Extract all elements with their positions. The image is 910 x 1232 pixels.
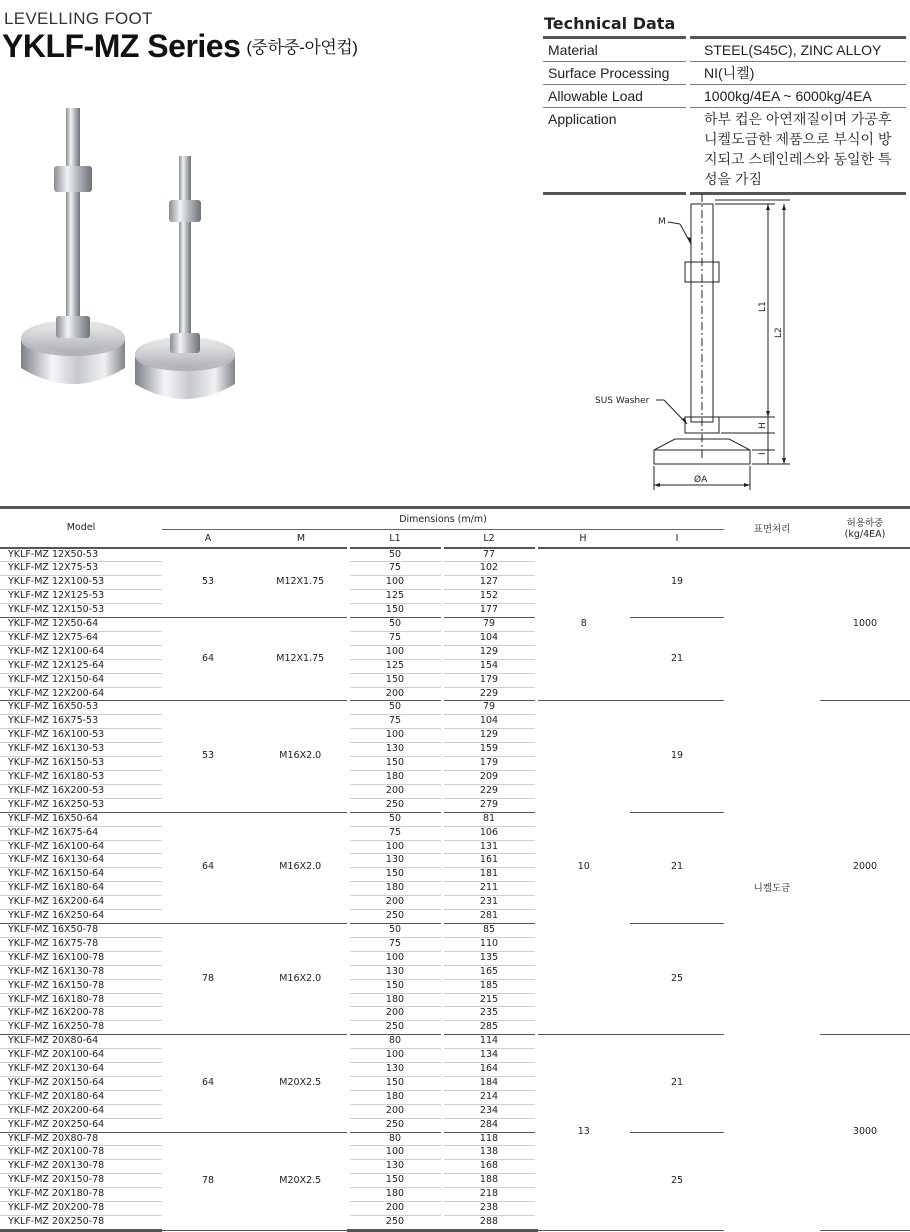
model-cell: YKLF-MZ 20X100-78 xyxy=(0,1146,162,1160)
model-cell: YKLF-MZ 16X50-53 xyxy=(0,701,162,715)
model-cell: YKLF-MZ 12X200-64 xyxy=(0,687,162,701)
l2-cell: 131 xyxy=(442,840,536,854)
dimension-drawing xyxy=(590,192,810,492)
l1-cell: 250 xyxy=(348,910,442,924)
model-cell: YKLF-MZ 16X50-64 xyxy=(0,812,162,826)
i-cell: 21 xyxy=(630,618,724,701)
l2-cell: 179 xyxy=(442,673,536,687)
l1-cell: 50 xyxy=(348,812,442,826)
l2-cell: 138 xyxy=(442,1146,536,1160)
label-l2: L2 xyxy=(774,327,784,338)
l2-cell: 79 xyxy=(442,618,536,632)
l2-cell: 211 xyxy=(442,882,536,896)
col-h: H xyxy=(536,530,630,548)
model-cell: YKLF-MZ 12X100-64 xyxy=(0,645,162,659)
l2-cell: 234 xyxy=(442,1104,536,1118)
load-cell: 1000 xyxy=(820,548,910,701)
i-cell: 25 xyxy=(630,1132,724,1230)
label-i: I xyxy=(758,452,768,455)
model-cell: YKLF-MZ 20X80-64 xyxy=(0,1035,162,1049)
m-cell: M20X2.5 xyxy=(254,1132,348,1230)
specification-table xyxy=(0,506,910,1232)
l2-cell: 79 xyxy=(442,701,536,715)
tech-row-load xyxy=(543,85,906,108)
l2-cell: 129 xyxy=(442,729,536,743)
col-l2: L2 xyxy=(442,530,536,548)
model-cell: YKLF-MZ 16X200-53 xyxy=(0,784,162,798)
tech-key: Allowable Load xyxy=(543,85,688,108)
technical-data-table xyxy=(543,36,906,195)
l2-cell: 229 xyxy=(442,784,536,798)
label-l1: L1 xyxy=(758,301,768,312)
l1-cell: 150 xyxy=(348,604,442,618)
l1-cell: 50 xyxy=(348,701,442,715)
l1-cell: 125 xyxy=(348,659,442,673)
l1-cell: 200 xyxy=(348,1104,442,1118)
l2-cell: 284 xyxy=(442,1118,536,1132)
l1-cell: 100 xyxy=(348,840,442,854)
l1-cell: 130 xyxy=(348,743,442,757)
l2-cell: 184 xyxy=(442,1076,536,1090)
a-cell: 64 xyxy=(162,812,254,923)
model-cell: YKLF-MZ 20X180-78 xyxy=(0,1188,162,1202)
m-cell: M16X2.0 xyxy=(254,923,348,1034)
model-cell: YKLF-MZ 12X125-53 xyxy=(0,590,162,604)
l2-cell: 129 xyxy=(442,645,536,659)
label-diameter-a: ØA xyxy=(694,475,708,485)
specification-rows xyxy=(0,548,910,1231)
model-cell: YKLF-MZ 20X250-78 xyxy=(0,1216,162,1231)
m-cell: M20X2.5 xyxy=(254,1035,348,1132)
l2-cell: 285 xyxy=(442,1021,536,1035)
l1-cell: 150 xyxy=(348,1076,442,1090)
l1-cell: 200 xyxy=(348,1202,442,1216)
m-cell: M12X1.75 xyxy=(254,618,348,701)
l1-cell: 75 xyxy=(348,937,442,951)
l1-cell: 200 xyxy=(348,1007,442,1021)
model-cell: YKLF-MZ 16X130-53 xyxy=(0,743,162,757)
l2-cell: 179 xyxy=(442,757,536,771)
l1-cell: 75 xyxy=(348,631,442,645)
model-cell: YKLF-MZ 12X100-53 xyxy=(0,576,162,590)
model-cell: YKLF-MZ 20X200-64 xyxy=(0,1104,162,1118)
l1-cell: 250 xyxy=(348,1118,442,1132)
model-cell: YKLF-MZ 20X150-64 xyxy=(0,1076,162,1090)
model-cell: YKLF-MZ 16X180-53 xyxy=(0,771,162,785)
l1-cell: 250 xyxy=(348,798,442,812)
model-cell: YKLF-MZ 16X150-78 xyxy=(0,979,162,993)
a-cell: 53 xyxy=(162,548,254,618)
load-cell: 3000 xyxy=(820,1035,910,1231)
model-cell: YKLF-MZ 16X75-78 xyxy=(0,937,162,951)
l2-cell: 168 xyxy=(442,1160,536,1174)
l1-cell: 125 xyxy=(348,590,442,604)
l2-cell: 218 xyxy=(442,1188,536,1202)
l1-cell: 130 xyxy=(348,1063,442,1077)
model-cell: YKLF-MZ 16X200-78 xyxy=(0,1007,162,1021)
l2-cell: 77 xyxy=(442,548,536,562)
label-m: M xyxy=(658,217,666,227)
product-category: LEVELLING FOOT xyxy=(4,9,153,28)
l2-cell: 104 xyxy=(442,715,536,729)
l1-cell: 130 xyxy=(348,854,442,868)
l2-cell: 279 xyxy=(442,798,536,812)
l1-cell: 150 xyxy=(348,868,442,882)
model-cell: YKLF-MZ 12X50-64 xyxy=(0,618,162,632)
l1-cell: 50 xyxy=(348,548,442,562)
model-cell: YKLF-MZ 16X180-64 xyxy=(0,882,162,896)
model-cell: YKLF-MZ 16X130-78 xyxy=(0,965,162,979)
col-dimensions: Dimensions (m/m) xyxy=(399,513,487,525)
l2-cell: 81 xyxy=(442,812,536,826)
l2-cell: 104 xyxy=(442,631,536,645)
model-cell: YKLF-MZ 12X75-53 xyxy=(0,562,162,576)
l2-cell: 154 xyxy=(442,659,536,673)
l2-cell: 235 xyxy=(442,1007,536,1021)
l2-cell: 177 xyxy=(442,604,536,618)
h-cell: 13 xyxy=(536,1035,630,1231)
series-name: YKLF-MZ Series xyxy=(2,28,241,64)
model-cell: YKLF-MZ 16X250-78 xyxy=(0,1021,162,1035)
model-cell: YKLF-MZ 16X50-78 xyxy=(0,923,162,937)
col-a: A xyxy=(162,530,254,548)
tech-row-material xyxy=(543,38,906,62)
l1-cell: 100 xyxy=(348,1146,442,1160)
page-title xyxy=(2,28,357,65)
l1-cell: 200 xyxy=(348,896,442,910)
surface-cell: 니켈도금 xyxy=(753,883,791,894)
tech-key: Surface Processing xyxy=(543,62,688,85)
model-cell: YKLF-MZ 20X200-78 xyxy=(0,1202,162,1216)
a-cell: 64 xyxy=(162,1035,254,1132)
l2-cell: 231 xyxy=(442,896,536,910)
l2-cell: 188 xyxy=(442,1174,536,1188)
label-h: H xyxy=(758,422,768,429)
l2-cell: 185 xyxy=(442,979,536,993)
l1-cell: 100 xyxy=(348,1049,442,1063)
l1-cell: 250 xyxy=(348,1021,442,1035)
model-cell: YKLF-MZ 12X50-53 xyxy=(0,548,162,562)
model-cell: YKLF-MZ 20X100-64 xyxy=(0,1049,162,1063)
model-cell: YKLF-MZ 16X100-64 xyxy=(0,840,162,854)
a-cell: 53 xyxy=(162,701,254,812)
l2-cell: 181 xyxy=(442,868,536,882)
model-cell: YKLF-MZ 12X150-64 xyxy=(0,673,162,687)
l1-cell: 180 xyxy=(348,993,442,1007)
model-cell: YKLF-MZ 16X75-53 xyxy=(0,715,162,729)
foot-right xyxy=(135,156,235,399)
l1-cell: 150 xyxy=(348,673,442,687)
l1-cell: 75 xyxy=(348,715,442,729)
col-load-line2: (kg/4EA) xyxy=(844,529,886,541)
model-cell: YKLF-MZ 16X75-64 xyxy=(0,826,162,840)
tech-value: 1000kg/4EA ~ 6000kg/4EA xyxy=(688,85,906,108)
model-cell: YKLF-MZ 16X250-64 xyxy=(0,910,162,924)
l1-cell: 200 xyxy=(348,784,442,798)
l1-cell: 130 xyxy=(348,965,442,979)
col-load-line1: 허용하중 xyxy=(846,518,884,530)
model-cell: YKLF-MZ 16X150-64 xyxy=(0,868,162,882)
l2-cell: 134 xyxy=(442,1049,536,1063)
series-subtitle: (중하중-아연컵) xyxy=(246,38,358,57)
tech-value: 하부 컵은 아연재질이며 가공후 니켈도금한 제품으로 부식이 방지되고 스테인레스와 동일한 특성을 가짐 xyxy=(688,108,906,194)
l2-cell: 85 xyxy=(442,923,536,937)
l2-cell: 288 xyxy=(442,1216,536,1231)
i-cell: 19 xyxy=(630,701,724,812)
table-row xyxy=(0,548,910,562)
l2-cell: 159 xyxy=(442,743,536,757)
model-cell: YKLF-MZ 16X150-53 xyxy=(0,757,162,771)
l2-cell: 215 xyxy=(442,993,536,1007)
col-m: M xyxy=(254,530,348,548)
l1-cell: 130 xyxy=(348,1160,442,1174)
tech-row-surface xyxy=(543,62,906,85)
l1-cell: 80 xyxy=(348,1035,442,1049)
col-surface: 표면처리 xyxy=(753,523,791,535)
i-cell: 25 xyxy=(630,923,724,1034)
l1-cell: 150 xyxy=(348,1174,442,1188)
l1-cell: 100 xyxy=(348,729,442,743)
a-cell: 64 xyxy=(162,618,254,701)
model-cell: YKLF-MZ 20X150-78 xyxy=(0,1174,162,1188)
m-cell: M16X2.0 xyxy=(254,701,348,812)
model-cell: YKLF-MZ 16X200-64 xyxy=(0,896,162,910)
technical-data-title: Technical Data xyxy=(544,14,676,33)
l1-cell: 180 xyxy=(348,771,442,785)
l1-cell: 150 xyxy=(348,979,442,993)
model-cell: YKLF-MZ 20X250-64 xyxy=(0,1118,162,1132)
m-cell: M16X2.0 xyxy=(254,812,348,923)
l1-cell: 180 xyxy=(348,882,442,896)
l2-cell: 209 xyxy=(442,771,536,785)
i-cell: 21 xyxy=(630,1035,724,1132)
m-cell: M12X1.75 xyxy=(254,548,348,618)
l2-cell: 114 xyxy=(442,1035,536,1049)
model-cell: YKLF-MZ 12X75-64 xyxy=(0,631,162,645)
product-photo xyxy=(14,108,264,408)
l1-cell: 180 xyxy=(348,1090,442,1104)
i-cell: 19 xyxy=(630,548,724,618)
l2-cell: 127 xyxy=(442,576,536,590)
tech-row-application xyxy=(543,108,906,194)
l2-cell: 135 xyxy=(442,951,536,965)
tech-key: Application xyxy=(543,108,688,194)
l2-cell: 102 xyxy=(442,562,536,576)
l2-cell: 152 xyxy=(442,590,536,604)
model-cell: YKLF-MZ 12X125-64 xyxy=(0,659,162,673)
l2-cell: 229 xyxy=(442,687,536,701)
l1-cell: 50 xyxy=(348,618,442,632)
i-cell: 21 xyxy=(630,812,724,923)
h-cell: 8 xyxy=(536,548,630,701)
l1-cell: 50 xyxy=(348,923,442,937)
l2-cell: 281 xyxy=(442,910,536,924)
l1-cell: 75 xyxy=(348,826,442,840)
l2-cell: 238 xyxy=(442,1202,536,1216)
l2-cell: 165 xyxy=(442,965,536,979)
model-cell: YKLF-MZ 16X180-78 xyxy=(0,993,162,1007)
l2-cell: 110 xyxy=(442,937,536,951)
a-cell: 78 xyxy=(162,1132,254,1230)
l2-cell: 118 xyxy=(442,1132,536,1146)
l1-cell: 150 xyxy=(348,757,442,771)
tech-value: NI(니켈) xyxy=(688,62,906,85)
l1-cell: 100 xyxy=(348,951,442,965)
col-model: Model xyxy=(66,522,96,534)
model-cell: YKLF-MZ 16X100-53 xyxy=(0,729,162,743)
l2-cell: 106 xyxy=(442,826,536,840)
l1-cell: 100 xyxy=(348,645,442,659)
col-i: I xyxy=(630,530,724,548)
l2-cell: 164 xyxy=(442,1063,536,1077)
l1-cell: 100 xyxy=(348,576,442,590)
tech-value: STEEL(S45C), ZINC ALLOY xyxy=(688,38,906,62)
l1-cell: 200 xyxy=(348,687,442,701)
col-l1: L1 xyxy=(348,530,442,548)
model-cell: YKLF-MZ 16X130-64 xyxy=(0,854,162,868)
model-cell: YKLF-MZ 16X250-53 xyxy=(0,798,162,812)
col-load xyxy=(820,508,910,548)
model-cell: YKLF-MZ 20X130-78 xyxy=(0,1160,162,1174)
l1-cell: 250 xyxy=(348,1216,442,1231)
l2-cell: 214 xyxy=(442,1090,536,1104)
load-cell: 2000 xyxy=(820,701,910,1035)
tech-key: Material xyxy=(543,38,688,62)
model-cell: YKLF-MZ 20X180-64 xyxy=(0,1090,162,1104)
model-cell: YKLF-MZ 16X100-78 xyxy=(0,951,162,965)
l1-cell: 180 xyxy=(348,1188,442,1202)
l2-cell: 161 xyxy=(442,854,536,868)
a-cell: 78 xyxy=(162,923,254,1034)
l1-cell: 75 xyxy=(348,562,442,576)
l1-cell: 80 xyxy=(348,1132,442,1146)
model-cell: YKLF-MZ 20X80-78 xyxy=(0,1132,162,1146)
label-sus-washer: SUS Washer xyxy=(595,396,650,406)
model-cell: YKLF-MZ 12X150-53 xyxy=(0,604,162,618)
h-cell: 10 xyxy=(536,701,630,1035)
foot-left xyxy=(21,108,125,384)
model-cell: YKLF-MZ 20X130-64 xyxy=(0,1063,162,1077)
